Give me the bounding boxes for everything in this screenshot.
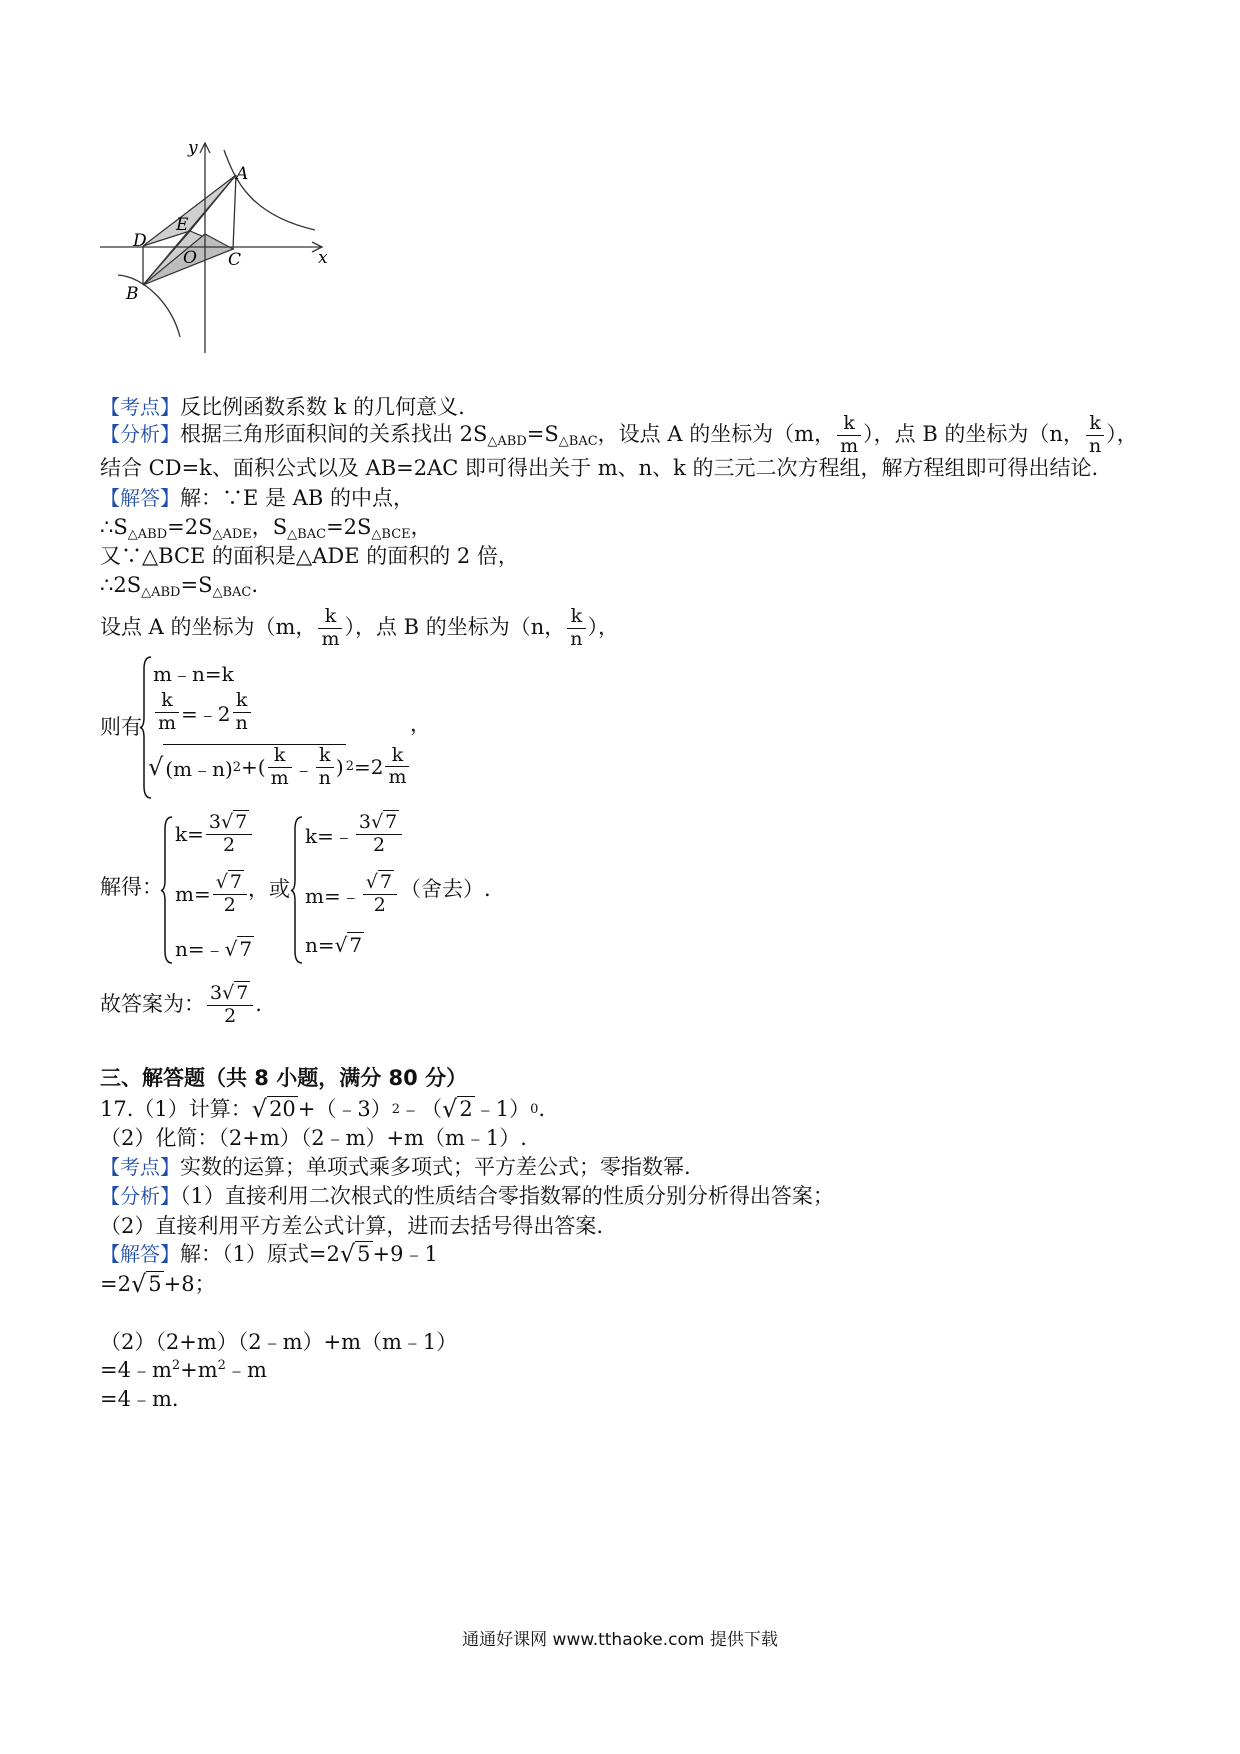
q17-fenxi	[100, 1184, 834, 1209]
system-eq-2	[153, 690, 253, 735]
q17-part1	[100, 1095, 545, 1124]
text: 设点 A 的坐标为（m，	[100, 615, 317, 640]
q17-part2: （2）化简：（2+m）（2﹣m）+m（m﹣1）.	[100, 1126, 527, 1150]
numerator: k	[570, 604, 583, 627]
huo-text: ，或	[248, 877, 290, 901]
q17-jieda-5: =4﹣m.	[100, 1387, 179, 1411]
system-eq-1: m﹣n=k	[153, 662, 234, 686]
text: .	[251, 573, 259, 597]
denominator: 2	[206, 834, 252, 857]
fraction-3sqrt7-2	[356, 812, 402, 857]
numerator: √ 7	[365, 871, 392, 893]
radicand: 2	[459, 1097, 473, 1122]
text: .	[538, 1096, 546, 1121]
text: =S	[180, 573, 213, 597]
jieda-line-2	[100, 515, 432, 543]
page-footer: 通通好课网 www.tthaoke.com 提供下载	[462, 1630, 778, 1650]
fraction-k-m	[268, 745, 292, 790]
text: =2S	[326, 515, 372, 539]
text: k=﹣	[305, 823, 354, 848]
q17-jieda-3: （2）（2+m）（2﹣m）+m（m﹣1）	[100, 1330, 458, 1354]
subscript: △BAC	[558, 433, 598, 449]
text: 3	[210, 981, 223, 1004]
label-x: x	[318, 248, 328, 268]
fenxi-text: =S	[526, 421, 559, 446]
jieda-line-1	[100, 486, 414, 511]
superscript: 2	[391, 1101, 401, 1117]
text: ∴2S	[100, 573, 142, 597]
fraction-k-n	[233, 690, 251, 735]
fraction-3sqrt7-2	[206, 812, 252, 857]
numerator: √ 7	[215, 871, 242, 893]
fenxi-line-1	[100, 400, 1138, 457]
text: +(	[241, 755, 266, 780]
label-o: O	[183, 248, 197, 268]
text: ﹣m	[225, 1358, 267, 1382]
fraction-k-m	[385, 745, 409, 790]
label-b: B	[126, 284, 139, 304]
text: ，	[410, 515, 432, 539]
kaodian-tag: 【考点】	[100, 395, 180, 419]
superscript: 0	[530, 1101, 539, 1117]
denominator: n	[567, 628, 585, 651]
jieda-text: 解：∵E 是 AB 的中点，	[180, 486, 414, 510]
jieda-line-4	[100, 573, 258, 601]
fenxi-line-2: 结合 CD=k、面积公式以及 AB=2AC 即可得出关于 m、n、k 的三元二次方程组，解方程组即可得出结论.	[100, 456, 1099, 480]
subscript: △ABD	[487, 433, 527, 449]
text: .	[255, 992, 262, 1017]
radicand: 5	[357, 1242, 371, 1267]
segment-ab	[143, 175, 236, 285]
fraction-k-m	[837, 413, 861, 458]
system-eq-3	[148, 744, 411, 790]
numerator: 3√ 7	[208, 811, 248, 833]
radicand	[163, 744, 345, 790]
solution2-n: n=√ 7	[305, 933, 363, 957]
fraction-sqrt7-2	[213, 872, 247, 917]
q17-jieda-2	[100, 1270, 216, 1299]
denominator: m	[318, 628, 342, 651]
denominator: n	[316, 767, 334, 790]
denominator: 2	[363, 894, 397, 917]
fenxi-text: 根据三角形面积间的关系找出 2S	[180, 421, 488, 446]
label-y: y	[188, 138, 198, 158]
fenxi-text: （1）直接利用二次根式的性质结合零指数幂的性质分别分析得出答案；	[180, 1184, 834, 1208]
denominator: n	[233, 712, 251, 735]
jieda-tag: 【解答】	[100, 1242, 180, 1267]
section-title: 三、解答题（共 8 小题，满分 80 分）	[100, 1066, 468, 1090]
superscript: 2	[232, 759, 242, 775]
numerator: k	[843, 411, 855, 434]
text: +（﹣3）	[297, 1096, 392, 1121]
text: 17.（1）计算：	[100, 1096, 252, 1121]
text: 3	[208, 811, 221, 833]
denominator: m	[837, 435, 861, 458]
text: m=﹣	[305, 883, 361, 908]
radical-sign: √	[339, 1240, 356, 1268]
text: ﹣	[293, 756, 314, 781]
subscript: △ABD	[127, 527, 168, 542]
jieda-tag: 【解答】	[100, 486, 180, 510]
radicand: 7	[229, 871, 242, 893]
text: +9﹣1	[372, 1241, 438, 1266]
q17-fenxi-2: （2）直接利用平方差公式计算，进而去括号得出答案.	[100, 1214, 604, 1238]
zeyou-label: 则有	[100, 715, 142, 739]
radicand: 20	[269, 1097, 296, 1122]
numerator: 3√ 7	[358, 811, 398, 833]
text: n=	[305, 933, 335, 957]
jieda-line-3: 又∵△BCE 的面积是△ADE 的面积的 2 倍，	[100, 544, 519, 568]
kaodian-tag: 【考点】	[100, 1155, 180, 1179]
answer-line	[100, 975, 262, 1035]
solution2-m	[305, 872, 399, 917]
geometry-figure	[100, 135, 340, 360]
text: ∴S	[100, 515, 128, 539]
radicand: 5	[148, 1272, 162, 1297]
text: =2S	[167, 515, 213, 539]
jieda-line-5	[100, 603, 619, 653]
label-c: C	[228, 250, 242, 270]
denominator: 2	[356, 834, 402, 857]
numerator: k	[1089, 411, 1101, 434]
radical-sign: √	[251, 1095, 268, 1123]
text: (m﹣n)	[165, 756, 233, 781]
radicand: 7	[385, 811, 398, 833]
text: ﹣（	[400, 1096, 443, 1121]
subscript: △BCE	[371, 527, 411, 542]
radicand: 7	[236, 981, 249, 1004]
text: 3	[358, 811, 371, 833]
radicand: 7	[379, 871, 392, 893]
denominator: m	[155, 712, 179, 735]
label-d: D	[133, 231, 147, 251]
solution1-n: n=﹣√ 7	[175, 937, 253, 961]
fraction-k-n	[567, 606, 585, 651]
numerator: k	[161, 689, 173, 711]
text: k=	[175, 822, 204, 847]
text: =4﹣m	[100, 1358, 172, 1382]
sheqv-text: （舍去）.	[400, 877, 491, 901]
comma: ，	[410, 712, 431, 736]
subscript: △ABD	[141, 585, 181, 600]
numerator: 3√ 7	[210, 981, 249, 1004]
text: ），	[587, 615, 620, 640]
text: +m	[180, 1358, 218, 1382]
radicand: 7	[239, 937, 253, 961]
text: ﹣1）	[474, 1096, 531, 1121]
denominator: m	[385, 766, 409, 789]
fenxi-tag: 【分析】	[100, 421, 180, 446]
q17-kaodian	[100, 1155, 691, 1180]
numerator: k	[324, 604, 337, 627]
superscript: 2	[217, 1358, 226, 1373]
kaodian-text: 实数的运算；单项式乘多项式；平方差公式；零指数幂.	[180, 1155, 691, 1179]
denominator: 2	[207, 1005, 253, 1028]
fenxi-tag: 【分析】	[100, 1184, 180, 1208]
text: )	[335, 755, 344, 780]
numerator: k	[273, 744, 286, 766]
subscript: △BAC	[287, 527, 327, 542]
q17-jieda-1	[100, 1240, 438, 1269]
text: +8；	[163, 1271, 216, 1296]
subscript: △ADE	[212, 527, 252, 542]
radicand: 7	[235, 811, 248, 833]
radical-sign: √	[130, 1270, 147, 1298]
denominator: 2	[213, 894, 247, 917]
hyperbola-right	[224, 150, 315, 230]
numerator: k	[318, 744, 331, 766]
numerator: k	[235, 689, 248, 711]
radicand: 7	[349, 933, 363, 957]
fraction-k-m	[318, 606, 342, 651]
subscript: △BAC	[212, 585, 252, 600]
solution1-m	[175, 872, 249, 917]
text: =﹣2	[181, 701, 231, 726]
kaodian-text: 反比例函数系数 k 的几何意义.	[180, 395, 465, 419]
text: 解：（1）原式=2	[180, 1241, 340, 1266]
jiede-label: 解得：	[100, 875, 163, 899]
left-brace	[290, 815, 304, 965]
fraction-3sqrt7-2	[207, 983, 253, 1028]
superscript: 2	[345, 759, 354, 775]
fenxi-text: ），点 B 的坐标为（n，	[863, 421, 1084, 446]
superscript: 2	[171, 1358, 181, 1373]
fraction-k-n	[1086, 413, 1104, 458]
text: n=﹣	[175, 937, 225, 961]
denominator: m	[268, 767, 292, 790]
solution2-k	[305, 812, 404, 857]
numerator: k	[391, 743, 404, 766]
text: =2	[100, 1271, 131, 1296]
fraction-k-n	[316, 745, 334, 790]
fenxi-text: ），	[1106, 421, 1138, 446]
text: ，S	[251, 515, 288, 539]
fenxi-text: ，设点 A 的坐标为（m，	[597, 421, 836, 446]
fraction-k-m	[155, 690, 179, 735]
radical-sign: √	[442, 1095, 458, 1123]
text: m=	[175, 882, 211, 907]
label-e: E	[176, 215, 189, 235]
radical-sign: √	[148, 752, 164, 781]
denominator: n	[1086, 435, 1104, 458]
q17-jieda-4	[100, 1358, 267, 1383]
segment-ac	[233, 175, 236, 249]
solution1-k	[175, 812, 254, 857]
text: =2	[353, 754, 384, 779]
fraction-sqrt7-2	[363, 872, 397, 917]
label-a: A	[236, 164, 249, 184]
text: 故答案为：	[100, 992, 205, 1017]
text: ），点 B 的坐标为（n，	[344, 615, 566, 640]
left-brace	[160, 815, 174, 965]
